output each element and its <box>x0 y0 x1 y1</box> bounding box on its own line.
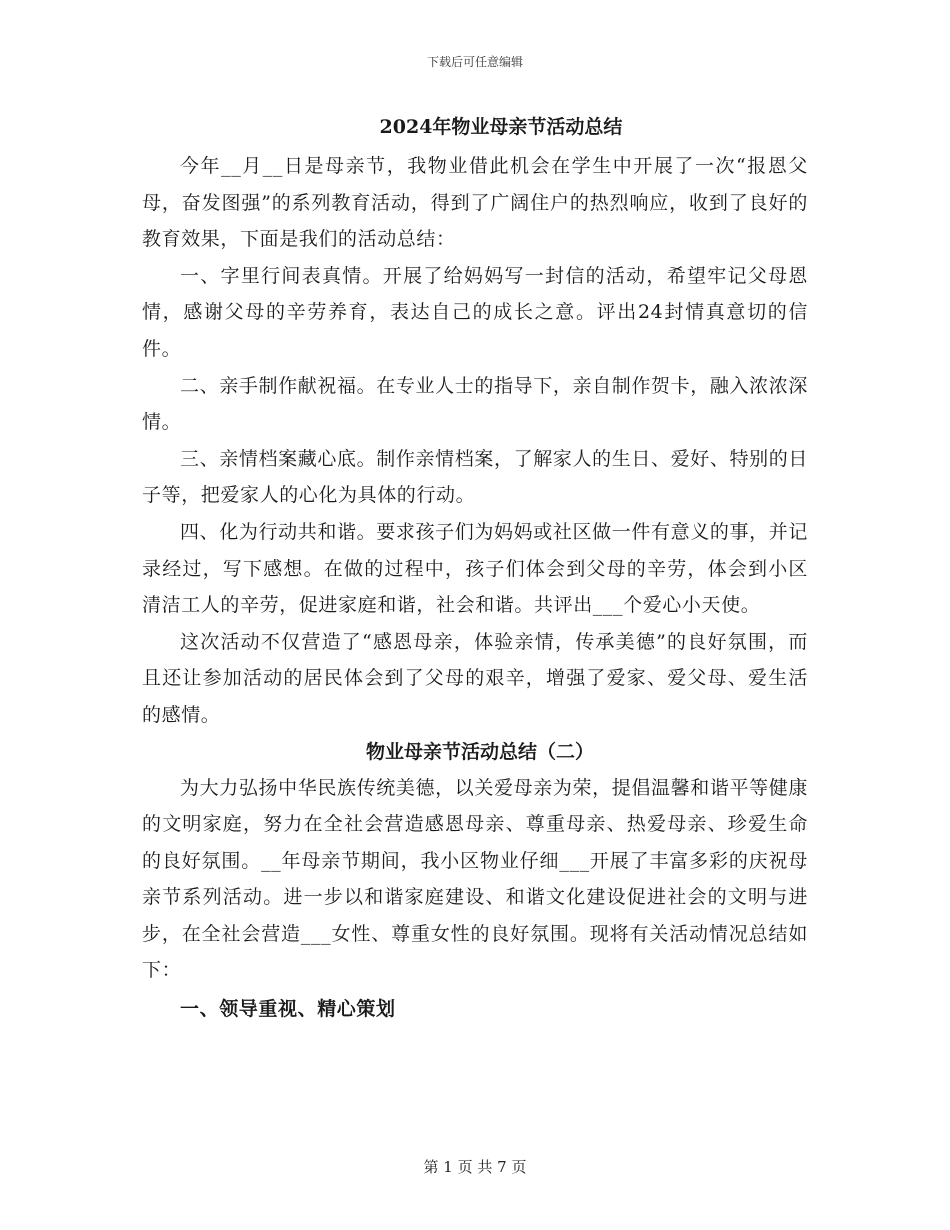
paragraph-item-2: 二、亲手制作献祝福。在专业人士的指导下，亲自制作贺卡，融入浓浓深情。 <box>142 374 808 434</box>
document-title: 2024年物业母亲节活动总结 <box>379 116 623 138</box>
paragraph-intro: 今年__月__日是母亲节，我物业借此机会在学生中开展了一次“报恩父母，奋发图强”的系列教育活动，得到了广阔住户的热烈响应，收到了良好的教育效果，下面是我们的活动总结： <box>142 155 808 251</box>
paragraph-item-1: 一、字里行间表真情。开展了给妈妈写一封信的活动，希望牢记父母恩情，感谢父母的辛劳养育，表达自己的成长之意。评出24封情真意切的信件。 <box>142 264 808 360</box>
document-subtitle: 物业母亲节活动总结（二） <box>365 740 594 763</box>
paragraph-part2-intro: 为大力弘扬中华民族传统美德，以关爱母亲为荣，提倡温馨和谐平等健康的文明家庭，努力在全社会营造感恩母亲、尊重母亲、热爱母亲、珍爱生命的良好氛围。__年母亲节期间，我小区物业仔细___开展了丰富多彩的庆祝母亲节系列活动。进一步以和谐家庭建设、和谐文化建设促进社会的文明与进步，在全社会营造___女性、尊重女性的良好氛围。现将有关活动情况总结如下： <box>142 776 808 982</box>
document-body <box>142 106 808 1029</box>
paragraph-item-3: 三、亲情档案藏心底。制作亲情档案，了解家人的生日、爱好、特别的日子等，把爱家人的心化为具体的行动。 <box>142 447 808 507</box>
paragraph-item-4: 四、化为行动共和谐。要求孩子们为妈妈或社区做一件有意义的事，并记录经过，写下感想。在做的过程中，孩子们体会到父母的辛劳，体会到小区清洁工人的辛劳，促进家庭和谐，社会和谐。共评出___个爱心小天使。 <box>142 520 808 617</box>
section-heading: 一、领导重视、精心策划 <box>180 998 396 1021</box>
paragraph-conclusion: 这次活动不仅营造了“感恩母亲，体验亲情，传承美德”的良好氛围，而且还让参加活动的居民体会到了父母的艰辛，增强了爱家、爱父母、爱生活的感情。 <box>142 630 808 726</box>
page-header-note: 下载后可任意编辑 <box>426 55 523 69</box>
page-footer-number: 第 1 页 共 7 页 <box>423 1158 527 1176</box>
